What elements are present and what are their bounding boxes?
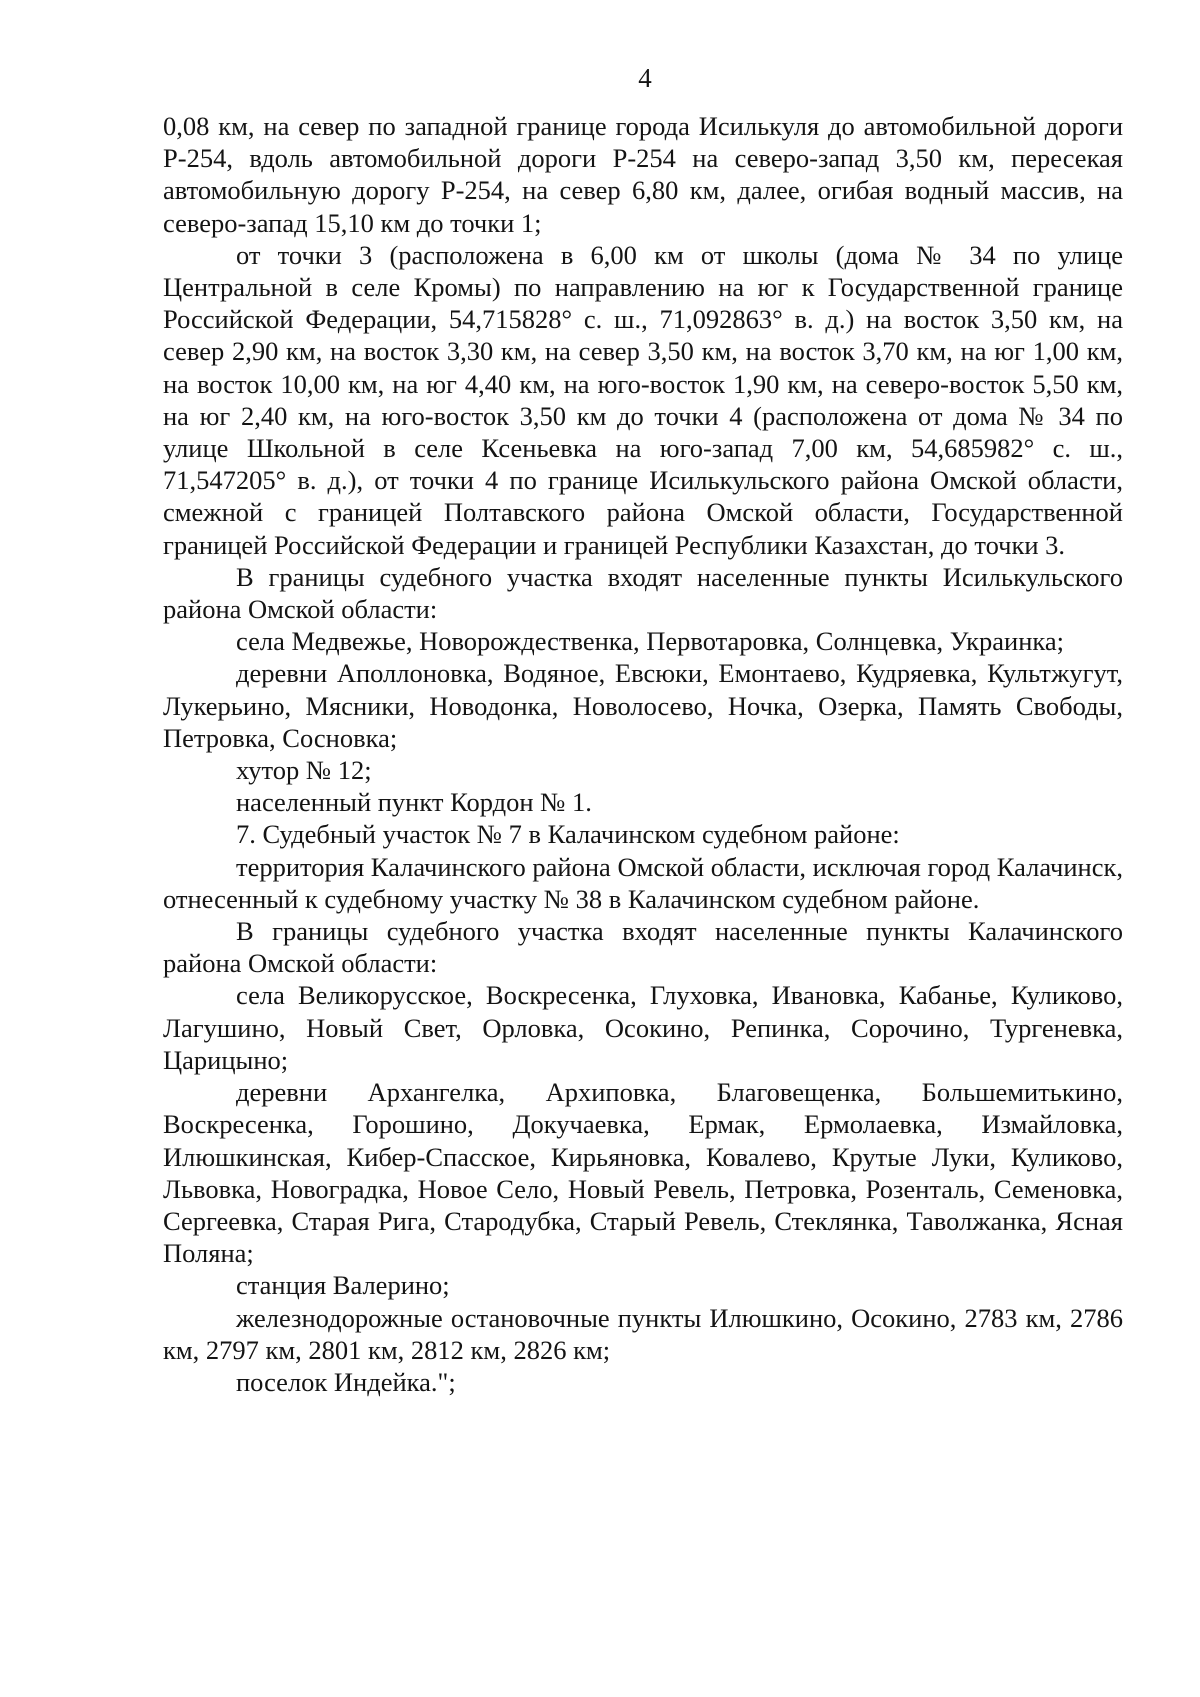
paragraph-kalachinsk-rail-stops: железнодорожные остановочные пункты Илюшкино, Осокино, 2783 км, 2786 км, 2797 км, 2801 км, 2812 км, 2826 км; — [163, 1302, 1123, 1365]
paragraph-isilkul-khutor: хутор № 12; — [236, 755, 372, 786]
paragraph-isilkul-kordon: населенный пункт Кордон № 1. — [236, 787, 592, 818]
paragraph-isilkul-villages: села Медвежье, Новорождественка, Первотаровка, Солнцевка, Украинка; — [236, 626, 1064, 657]
paragraph-kalachinsk-settlement: поселок Индейка."; — [236, 1366, 456, 1397]
page-number: 4 — [638, 63, 652, 93]
paragraph-isilkul-hamlets: деревни Аполлоновка, Водяное, Евсюки, Емонтаево, Кудряевка, Культжугут, Лукерьино, Мясники, Новодонка, Новолосево, Ночка, Озерка, Память Свободы, Петровка, Сосновка; — [163, 658, 1123, 753]
document-body — [163, 110, 1123, 1398]
paragraph-route-north: 0,08 км, на север по западной границе города Исилькуля до автомобильной дороги Р-254, вдоль автомобильной дороги Р-254 на северо-запад 3,50 км, пересекая автомобильную дорогу Р-254, на север 6,80 км, далее, огибая водный массив, на северо-запад 15,10 км до точки 1; — [163, 111, 1123, 238]
paragraph-kalachinsk-hamlets: деревни Архангелка, Архиповка, Благовещенка, Большемитькино, Воскресенка, Горошино, Докучаевка, Ермак, Ермолаевка, Измайловка, Илюшкинская, Кибер-Спасское, Кирьяновка, Ковалево, Крутые Луки, Куликово, Львовка, Новоградка, Новое Село, Новый Ревель, Петровка, Розенталь, Семеновка, Сергеевка, Старая Рига, Стародубка, Старый Ревель, Стеклянка, Таволжанка, Ясная Поляна; — [163, 1077, 1123, 1269]
paragraph-kalachinsk-station: станция Валерино; — [236, 1270, 450, 1301]
section-heading-district-7: 7. Судебный участок № 7 в Калачинском судебном районе: — [236, 819, 900, 850]
paragraph-kalachinsk-territory: территория Калачинского района Омской области, исключая город Калачинск, отнесенный к судебному участку № 38 в Калачинском судебном районе. — [163, 851, 1123, 914]
paragraph-kalachinsk-settlements-intro: В границы судебного участка входят населенные пункты Калачинского района Омской области: — [163, 916, 1123, 979]
paragraph-point-3-route: от точки 3 (расположена в 6,00 км от школы (дома № 34 по улице Центральной в селе Кромы) по направлению на юг к Государственной границе Российской Федерации, 54,715828° с. ш., 71,092863° в. д.) на восток 3,50 км, на север 2,90 км, на восток 3,30 км, на север 3,50 км, на восток 3,70 км, на юг 1,00 км, на восток 10,00 км, на юг 4,40 км, на юго-восток 1,90 км, на северо-восток 5,50 км, на юг 2,40 км, на юго-восток 3,50 км до точки 4 (расположена от дома № 34 по улице Школьной в селе Ксеньевка на юго-запад 7,00 км, 54,685982° с. ш., 71,547205° в. д.), от точки 4 по границе Исилькульского района Омской области, смежной с границей Полтавского района Омской области, Государственной границей Российской Федерации и границей Республики Казахстан, до точки 3. — [163, 239, 1123, 560]
paragraph-isilkul-settlements-intro: В границы судебного участка входят населенные пункты Исилькульского района Омской области: — [163, 561, 1123, 625]
paragraph-kalachinsk-villages: села Великорусское, Воскресенка, Глуховка, Ивановка, Кабанье, Куликово, Лагушино, Новый Свет, Орловка, Осокино, Репинка, Сорочино, Тургеневка, Царицыно; — [163, 980, 1123, 1075]
